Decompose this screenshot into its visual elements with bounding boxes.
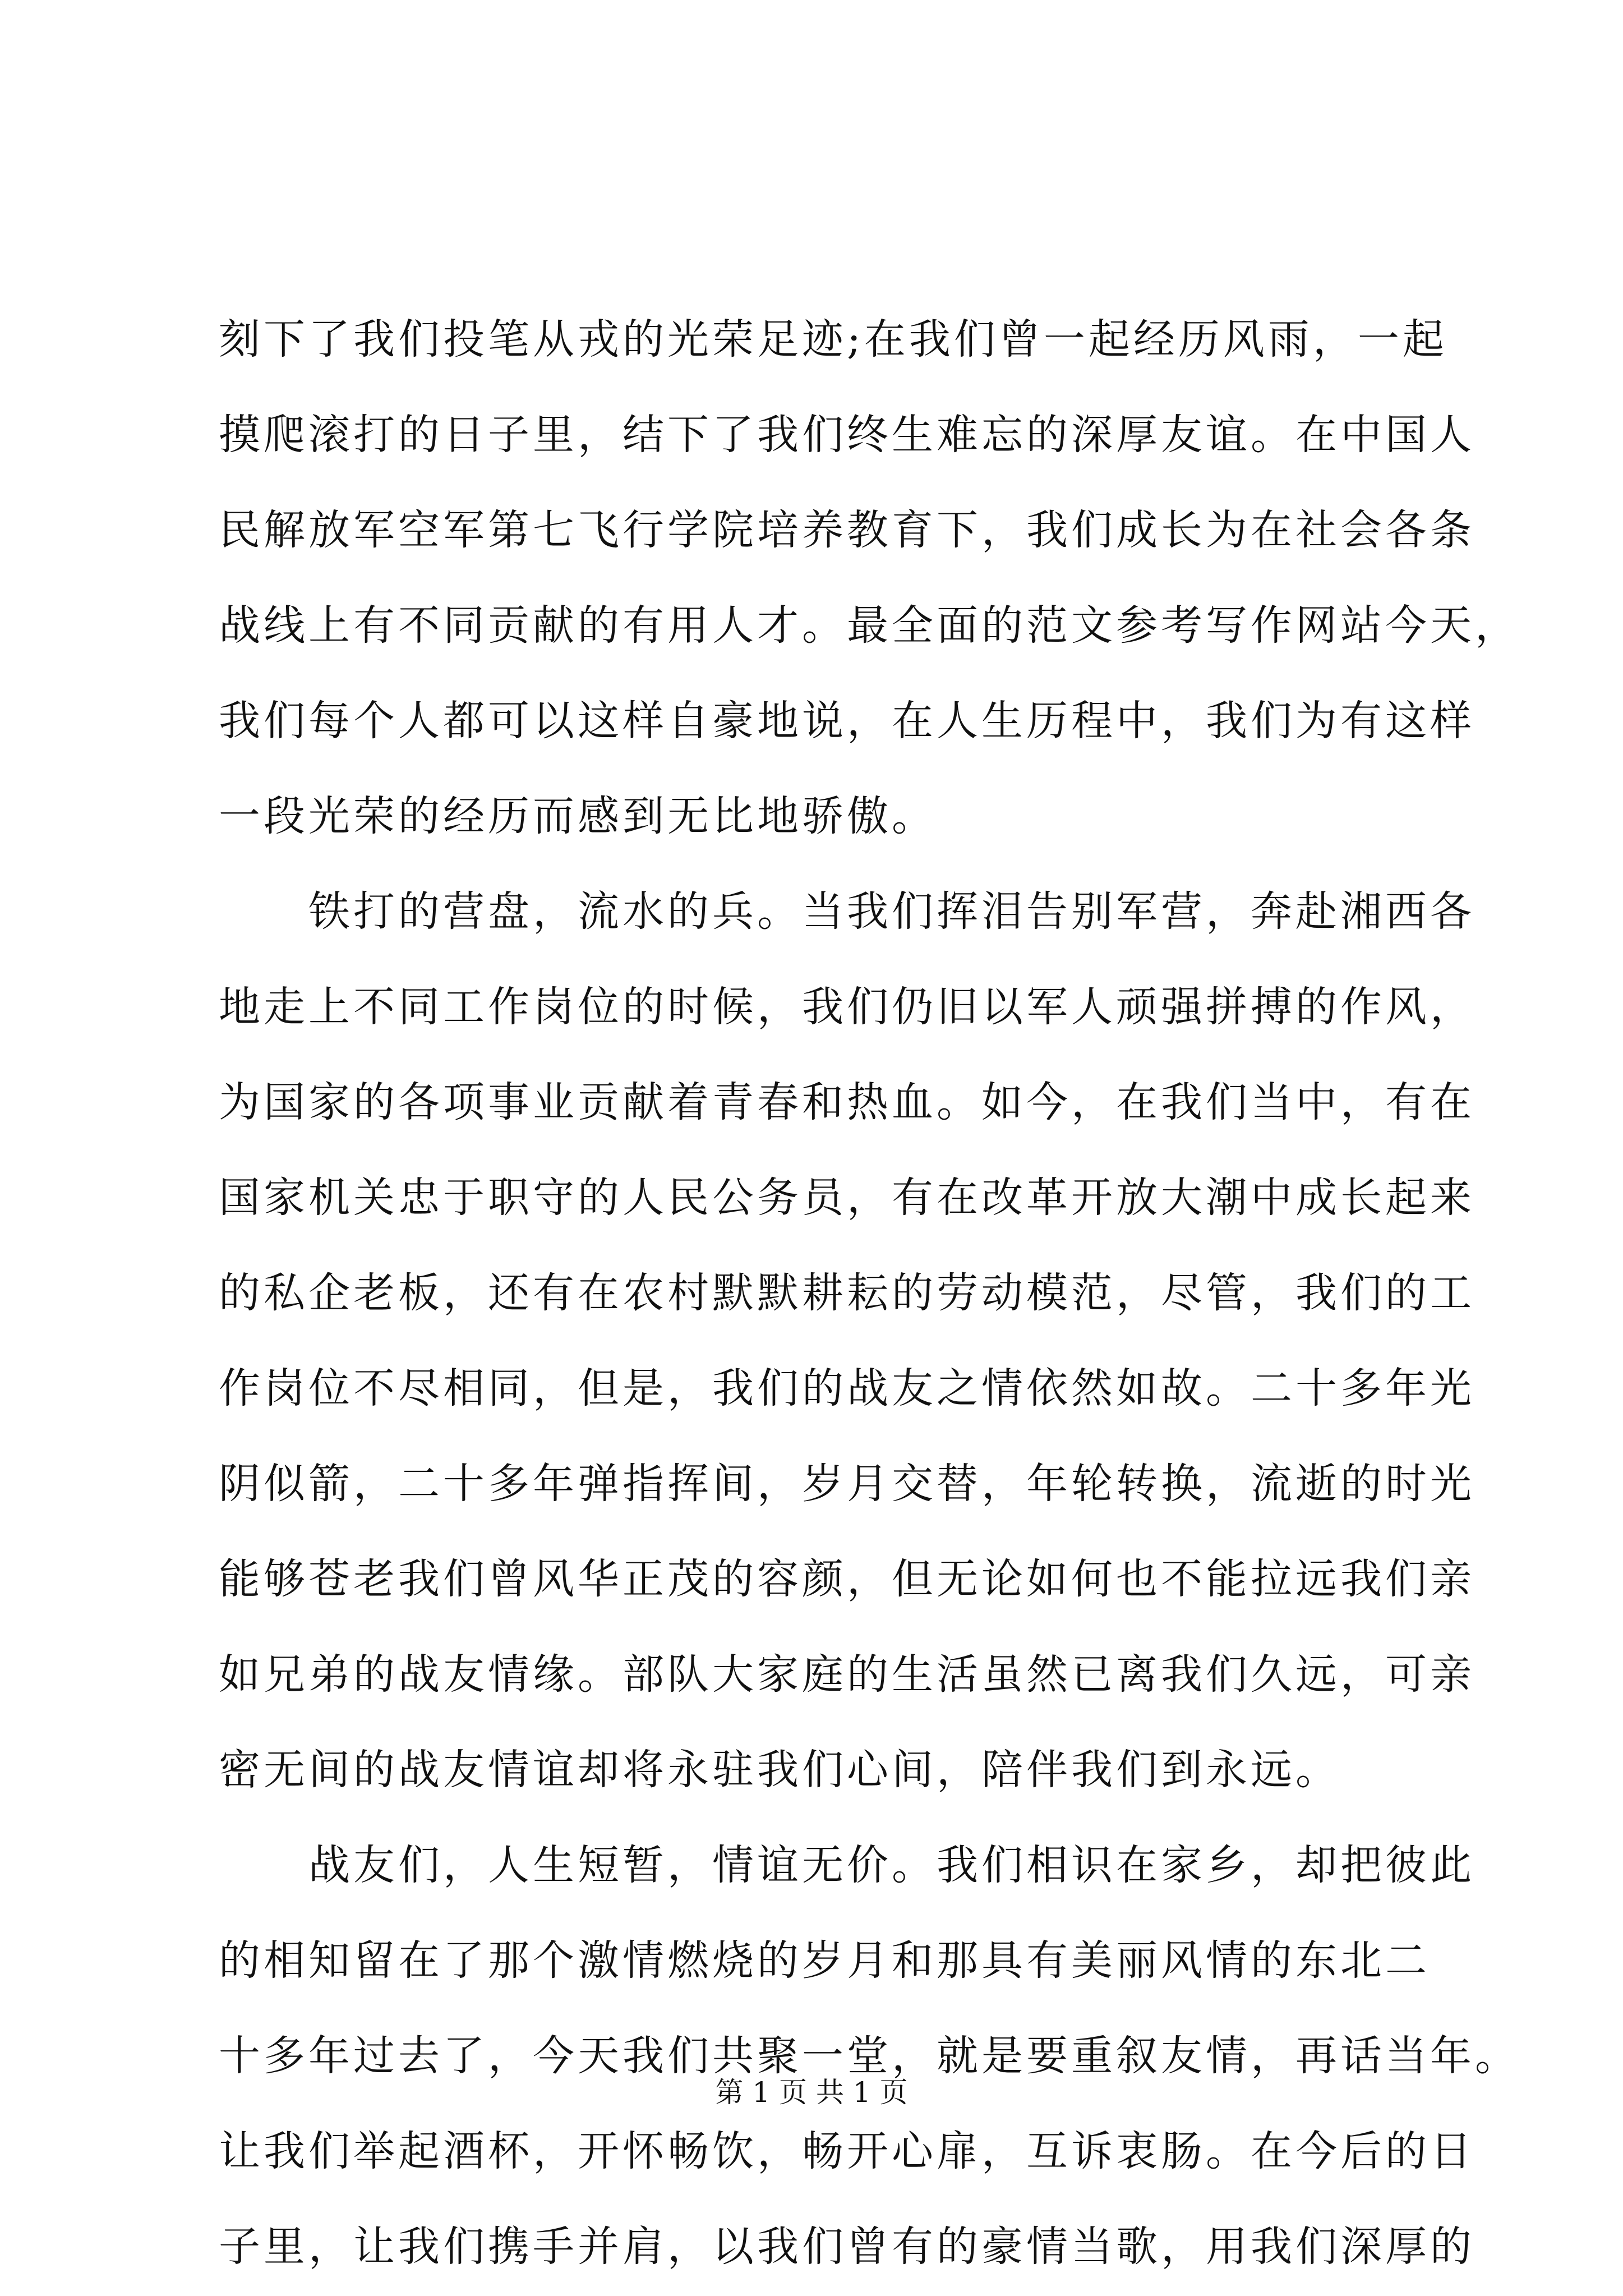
text-line: 的私企老板，还有在农村默默耕耘的劳动模范，尽管，我们的工 xyxy=(219,1269,1475,1317)
text-line: 摸爬滚打的日子里，结下了我们终生难忘的深厚友谊。在中国人 xyxy=(219,411,1475,459)
text-line: 阴似箭，二十多年弹指挥间，岁月交替，年轮转换，流逝的时光 xyxy=(219,1460,1475,1508)
text-line: 刻下了我们投笔从戎的光荣足迹;在我们曾一起经历风雨，一起 xyxy=(219,315,1447,364)
text-line: 为国家的各项事业贡献着青春和热血。如今，在我们当中，有在 xyxy=(219,1078,1475,1126)
text-line: 作岗位不尽相同，但是，我们的战友之情依然如故。二十多年光 xyxy=(219,1364,1475,1412)
text-line: 十多年过去了，今天我们共聚一堂，就是要重叙友情，再话当年。 xyxy=(219,2032,1520,2080)
text-line: 能够苍老我们曾风华正茂的容颜，但无论如何也不能拉远我们亲 xyxy=(219,1555,1475,1603)
text-line: 让我们举起酒杯，开怀畅饮，畅开心扉，互诉衷肠。在今后的日 xyxy=(219,2127,1475,2175)
text-line: 子里，让我们携手并肩，以我们曾有的豪情当歌，用我们深厚的 xyxy=(219,2223,1475,2271)
text-line: 民解放军空军第七飞行学院培养教育下，我们成长为在社会各条 xyxy=(219,506,1475,554)
text-line: 地走上不同工作岗位的时候，我们仍旧以军人顽强拼搏的作风， xyxy=(219,983,1475,1031)
page-number-footer: 第 1 页 共 1 页 xyxy=(715,2076,908,2109)
text-line: 战线上有不同贡献的有用人才。最全面的范文参考写作网站今天， xyxy=(219,601,1520,650)
text-line: 的相知留在了那个激情燃烧的岁月和那具有美丽风情的东北二 xyxy=(219,1936,1430,1985)
text-line: 我们每个人都可以这样自豪地说，在人生历程中，我们为有这样 xyxy=(219,697,1475,745)
text-line: 如兄弟的战友情缘。部队大家庭的生活虽然已离我们久远，可亲 xyxy=(219,1650,1475,1699)
text-line: 铁打的营盘，流水的兵。当我们挥泪告别军营，奔赴湘西各 xyxy=(308,887,1475,936)
text-line: 战友们，人生短暂，情谊无价。我们相识在家乡，却把彼此 xyxy=(308,1841,1475,1889)
text-line: 国家机关忠于职守的人民公务员，有在改革开放大潮中成长起来 xyxy=(219,1174,1475,1222)
document-body xyxy=(219,292,1520,2294)
text-line: 密无间的战友情谊却将永驻我们心间，陪伴我们到永远。 xyxy=(219,1746,1340,1794)
text-line: 一段光荣的经历而感到无比地骄傲。 xyxy=(219,792,937,840)
